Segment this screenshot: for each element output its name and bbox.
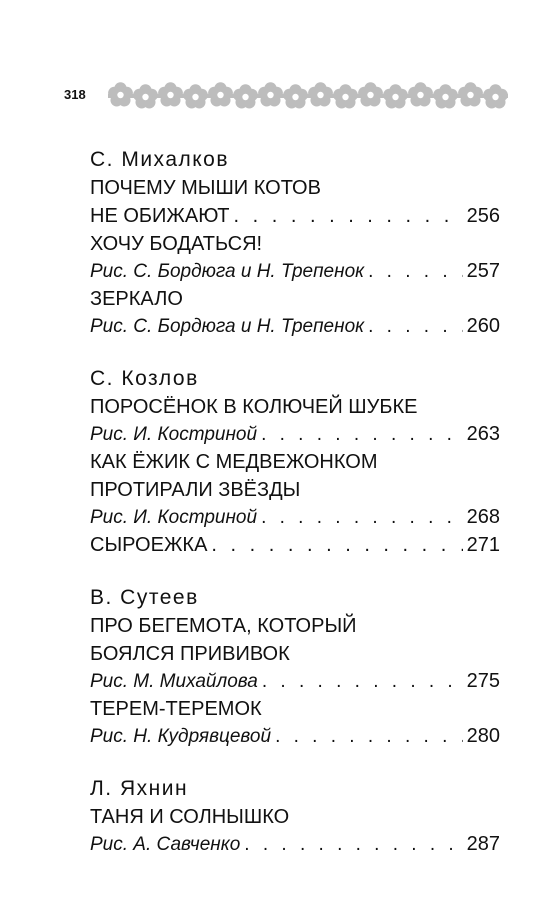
table-of-contents bbox=[90, 146, 500, 858]
page-ref: 260 bbox=[466, 315, 500, 337]
dot-leader bbox=[234, 202, 463, 230]
entry-title: ПОРОСЁНОК В КОЛЮЧЕЙ ШУБКЕ bbox=[90, 396, 418, 418]
entry-title: СЫРОЕЖКА bbox=[90, 534, 208, 556]
illustrator-row bbox=[90, 831, 500, 858]
dot-leader bbox=[262, 668, 463, 695]
page-ref: 271 bbox=[466, 534, 500, 556]
flower-border-ornament bbox=[108, 76, 508, 116]
dot-leader bbox=[261, 421, 463, 448]
page-header bbox=[64, 76, 510, 116]
dot-leader bbox=[244, 831, 462, 858]
flower-icon bbox=[258, 82, 283, 106]
dot-leader bbox=[368, 258, 463, 285]
entry-title: ЗЕРКАЛО bbox=[90, 288, 183, 310]
author-name: Л. Яхнин bbox=[90, 777, 189, 800]
flower-icon bbox=[358, 82, 383, 106]
page-ref: 256 bbox=[466, 205, 500, 227]
flower-icon bbox=[483, 84, 508, 108]
flower-icon bbox=[183, 84, 208, 108]
dot-leader bbox=[211, 531, 462, 559]
page-ref: 257 bbox=[466, 260, 500, 282]
author-name: С. Михалков bbox=[90, 148, 230, 171]
illustrator-row bbox=[90, 723, 500, 750]
illustrator-row bbox=[90, 668, 500, 695]
entry-title: ХОЧУ БОДАТЬСЯ! bbox=[90, 233, 263, 255]
dot-leader bbox=[275, 723, 463, 750]
illustrator-row bbox=[90, 504, 500, 531]
entry-title: БОЯЛСЯ ПРИВИВОК bbox=[90, 643, 290, 665]
entry-title: КАК ЁЖИК С МЕДВЕЖОНКОМ bbox=[90, 451, 378, 473]
flower-icon bbox=[108, 82, 133, 106]
illustrator-credit: Рис. М. Михайлова bbox=[90, 671, 258, 692]
entry-title: ПРОТИРАЛИ ЗВЁЗДЫ bbox=[90, 479, 301, 501]
illustrator-credit: Рис. Н. Кудрявцевой bbox=[90, 726, 272, 747]
page-ref: 263 bbox=[466, 423, 500, 445]
author-name: С. Козлов bbox=[90, 367, 199, 390]
illustrator-credit: Рис. И. Костриной bbox=[90, 507, 258, 528]
dot-leader bbox=[261, 504, 463, 531]
illustrator-row bbox=[90, 421, 500, 448]
flower-icon bbox=[408, 82, 433, 106]
entry-title: ТАНЯ И СОЛНЫШКО bbox=[90, 806, 290, 828]
flower-icon bbox=[208, 82, 233, 106]
flower-icon bbox=[308, 82, 333, 106]
flower-icon bbox=[283, 84, 308, 108]
entry-title: НЕ ОБИЖАЮТ bbox=[90, 205, 230, 227]
entry-title: ПРО БЕГЕМОТА, КОТОРЫЙ bbox=[90, 615, 357, 637]
flower-icon bbox=[383, 84, 408, 108]
dot-leader bbox=[368, 313, 463, 340]
flower-icon bbox=[233, 84, 258, 108]
flower-icon bbox=[458, 82, 483, 106]
illustrator-row bbox=[90, 258, 500, 285]
flower-icon bbox=[333, 84, 358, 108]
entry-title: ПОЧЕМУ МЫШИ КОТОВ bbox=[90, 177, 321, 199]
page-number: 318 bbox=[64, 87, 86, 102]
entry-title-row bbox=[90, 202, 500, 230]
illustrator-credit: Рис. С. Бордюга и Н. Трепенок bbox=[90, 261, 365, 282]
page-ref: 280 bbox=[466, 725, 500, 747]
author-name: В. Сутеев bbox=[90, 586, 199, 609]
illustrator-row bbox=[90, 313, 500, 340]
flower-icon bbox=[433, 84, 458, 108]
flower-icon bbox=[133, 84, 158, 108]
page-ref: 275 bbox=[466, 670, 500, 692]
entry-title-row bbox=[90, 531, 500, 559]
entry-title: ТЕРЕМ-ТЕРЕМОК bbox=[90, 698, 262, 720]
illustrator-credit: Рис. И. Костриной bbox=[90, 424, 258, 445]
page-ref: 287 bbox=[466, 833, 500, 855]
flower-icon bbox=[158, 82, 183, 106]
page-ref: 268 bbox=[466, 506, 500, 528]
illustrator-credit: Рис. С. Бордюга и Н. Трепенок bbox=[90, 316, 365, 337]
illustrator-credit: Рис. А. Савченко bbox=[90, 834, 241, 855]
